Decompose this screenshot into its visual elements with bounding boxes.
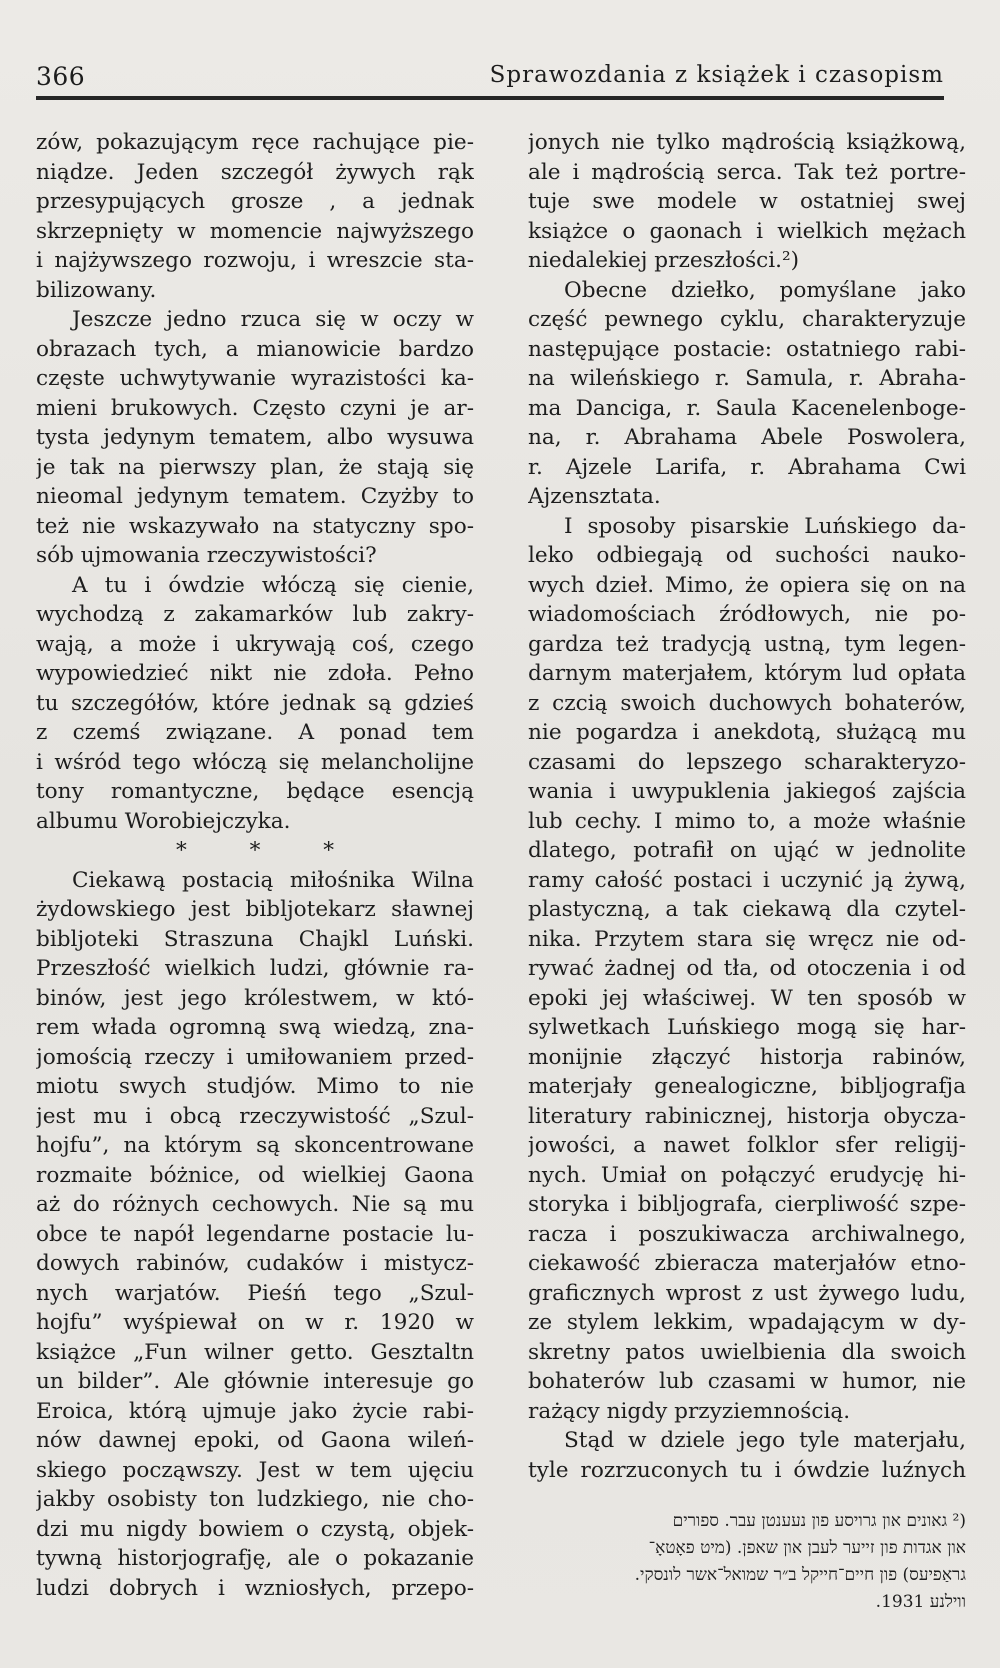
text-line: wypowiedzieć nikt nie zdoła. Pełno [36, 661, 474, 686]
text-line: hojfu”, na którym są skoncentrowane [36, 1133, 474, 1158]
text-line: je tak na pierwszy plan, że stają się [36, 454, 474, 480]
text-line: Przeszłość wielkich ludzi, głównie ra- [36, 956, 474, 981]
footnotes [528, 1508, 966, 1616]
text-line: bibljoteki Straszuna Chajkl Luński. [36, 926, 474, 952]
text-line: wychodzą z zakamarków lub zakry- [36, 602, 474, 627]
text-line: sylwetkach Luńskiego mogą się har- [528, 1015, 966, 1040]
text-line: nie pogardza i anekdotą, służącą mu [528, 720, 966, 745]
text-line: albumu Worobiejczyka. [36, 808, 291, 834]
text-line: dzi mu nigdy bowiem o czystą, objek- [36, 1516, 474, 1542]
text-line: tuje swe modele w ostatniej swej [528, 189, 966, 214]
text-line: miotu swych studjów. Mimo to nie [36, 1074, 474, 1099]
text-line: storyka i bibljografa, cierpliwość szpe- [528, 1192, 966, 1217]
text-line: następujące postacie: ostatniego rabi- [528, 336, 966, 362]
text-line: żydowskiego jest bibljotekarz sławnej [36, 897, 474, 922]
text-line: leko odbiegają od suchości nauko- [528, 543, 966, 568]
text-line: aż do różnych cechowych. Nie są mu [36, 1192, 474, 1217]
text-line: jonych nie tylko mądrością książkową, [528, 130, 966, 155]
text-line: przesypujących grosze , a jednak [36, 189, 474, 214]
text-line: zów, pokazującym ręce rachujące pie- [36, 130, 474, 155]
text-line: dlatego, potrafił on ująć w jednolite [528, 838, 966, 863]
text-line: Eroica, którą ujmuje jako życie rabi- [36, 1398, 474, 1424]
text-line: rozmaite bóżnice, od wielkiej Gaona [36, 1162, 474, 1188]
text-line: monijnie złączyć historja rabinów, [528, 1044, 966, 1070]
text-line: literatury rabinicznej, historja obycza- [528, 1103, 966, 1129]
text-line: tu szczegółów, które jednak są gdzieś [36, 690, 474, 716]
text-line: graficznych wprost z ust żywego ludu, [528, 1280, 966, 1306]
text-line: i wśród tego włóczą się melancholijne [36, 749, 474, 775]
text-line: darnym materjałem, którym lud opłata [528, 661, 966, 686]
text-line: materjały genealogiczne, bibljografja [528, 1074, 966, 1099]
text-line: Ciekawą postacią miłośnika Wilna [72, 867, 474, 893]
text-line: część pewnego cyklu, charakteryzuje [528, 307, 966, 332]
text-line: ciekawość zbieracza materjałów etno- [528, 1251, 966, 1276]
text-line: binów, jest jego królestwem, w któ- [36, 985, 474, 1011]
text-line: ma Danciga, r. Saula Kacenelenboge- [528, 395, 966, 421]
text-line: dowych rabinów, cudaków i mistycz- [36, 1251, 474, 1276]
text-line: niedalekiej przeszłości.²) [528, 248, 800, 273]
text-line: obce te napół legendarne postacie lu- [36, 1221, 474, 1247]
text-line: częste uchwytywanie wyrazistości ka- [36, 366, 474, 391]
text-line: ze stylem lekkim, wpadającym w dy- [528, 1310, 966, 1335]
text-line: czasami do lepszego scharakteryzo- [528, 749, 966, 775]
text-line: jowości, a nawet folklor sfer religij- [528, 1133, 966, 1158]
text-line: tony romantyczne, będące esencją [36, 779, 474, 804]
text-line: bilizowany. [36, 277, 157, 303]
text-line: książce „Fun wilner getto. Gesztaltn [36, 1339, 474, 1365]
text-line: i najżywszego rozwoju, i wreszcie sta- [36, 248, 474, 273]
text-line: bohaterów lub czasami w humor, nie [528, 1369, 966, 1394]
text-line: tywną historjografję, ale o pokazanie [36, 1546, 474, 1571]
text-line: jakby osobisty ton ludzkiego, nie cho- [36, 1487, 474, 1512]
text-line: na wileńskiego r. Samula, r. Abraha- [528, 366, 966, 391]
text-line: A tu i ówdzie włóczą się cienie, [72, 572, 474, 598]
left-text-column [36, 128, 474, 1603]
text-line: skretny patos uwielbienia dla swoich [528, 1339, 966, 1365]
text-line: skiego począwszy. Jest w tem ujęciu [36, 1457, 474, 1483]
text-line: rywać żadnej od tła, od otoczenia i od [528, 956, 966, 981]
text-line: nych. Umiał on połączyć erudycję hi- [528, 1162, 966, 1188]
text-line: mieni brukowych. Często czyni je ar- [36, 395, 474, 421]
text-line: plastyczną, a tak ciekawą dla czytel- [528, 897, 966, 922]
text-line: Obecne dziełko, pomyślane jako [564, 277, 966, 303]
text-line: niądze. Jeden szczegół żywych rąk [36, 159, 474, 185]
text-line: ramy całość postaci i uczynić ją żywą, [528, 867, 966, 893]
text-line: gardza też tradycją ustną, tym legen- [528, 631, 966, 657]
text-line: jomością rzeczy i umiłowaniem przed- [36, 1044, 474, 1070]
footnote-line: גראַפיעס) פון חיים־חייקל ב״ר שמואל־אשר לונסקי. [634, 1565, 966, 1585]
running-title: Sprawozdania z książek i czasopism [489, 62, 944, 88]
page-number: 366 [36, 62, 86, 91]
right-text-column [528, 128, 966, 1485]
footnote-line: ווילנע 1931. [875, 1592, 966, 1612]
header-rule [36, 96, 944, 100]
text-line: skrzepnięty w momencie najwyższego [36, 218, 474, 244]
footnote-line: (² גאונים און גרויסע פון נעענטן עבר. ספורים [672, 1511, 966, 1531]
text-line: nych warjatów. Pieśń tego „Szul- [36, 1280, 474, 1306]
text-line: nów dawnej epoki, od Gaona wileń- [36, 1428, 474, 1453]
text-line: tyle rozrzuconych tu i ówdzie luźnych [528, 1457, 966, 1483]
text-line: r. Ajzele Larifa, r. Abrahama Cwi [528, 454, 966, 480]
text-line: un bilder”. Ale głównie interesuje go [36, 1369, 474, 1394]
text-line: z czcią swoich duchowych bohaterów, [528, 690, 966, 716]
page-header [36, 56, 944, 96]
text-line: hojfu” wyśpiewał on w r. 1920 w [36, 1310, 474, 1335]
text-line: ale i mądrością serca. Tak też portre- [528, 159, 966, 185]
text-line: wania i uwypuklenia jakiegoś zajścia [528, 779, 966, 804]
text-line: też nie wskazywało na statyczny spo- [36, 513, 474, 539]
text-line: Ajzensztata. [528, 484, 661, 509]
text-line: racza i poszukiwacza archiwalnego, [528, 1221, 966, 1247]
text-line: jest mu i obcą rzeczywistość „Szul- [36, 1103, 474, 1129]
text-line: nika. Przytem stara się wręcz nie od- [528, 926, 966, 952]
text-line: lub cechy. I mimo to, a może właśnie [528, 808, 966, 834]
text-line: książce o gaonach i wielkich mężach [528, 218, 966, 244]
text-line: ludzi dobrych i wzniosłych, przepo- [36, 1575, 474, 1601]
text-line: wych dzieł. Mimo, że opiera się on na [528, 572, 966, 598]
text-line: Jeszcze jedno rzuca się w oczy w [72, 307, 474, 332]
text-line: nieomal jedynym tematem. Czyżby to [36, 484, 474, 509]
text-line: wają, a może i ukrywają coś, czego [36, 631, 474, 657]
text-line: rażący nigdy przyziemnością. [528, 1398, 851, 1424]
text-line: rem włada ogromną swą wiedzą, zna- [36, 1015, 474, 1040]
text-line: sób ujmowania rzeczywistości? [36, 543, 377, 568]
text-line: na, r. Abrahama Abele Poswolera, [528, 425, 966, 450]
text-line: tysta jedynym tematem, albo wysuwa [36, 425, 474, 450]
text-line: wiadomościach źródłowych, nie po- [528, 602, 966, 627]
text-line: z czemś związane. A ponad tem [36, 720, 474, 745]
footnote-line: און אגדות פון זייער לעבן און שאפן. (מיט פאָטאָ־ [648, 1538, 966, 1558]
text-line: I sposoby pisarskie Luńskiego da- [564, 513, 966, 539]
text-line: epoki jej właściwej. W ten sposób w [528, 985, 966, 1011]
section-separator: * * * [175, 838, 363, 863]
text-line: obrazach tych, a mianowicie bardzo [36, 336, 474, 362]
text-line: Stąd w dziele jego tyle materjału, [564, 1428, 966, 1453]
